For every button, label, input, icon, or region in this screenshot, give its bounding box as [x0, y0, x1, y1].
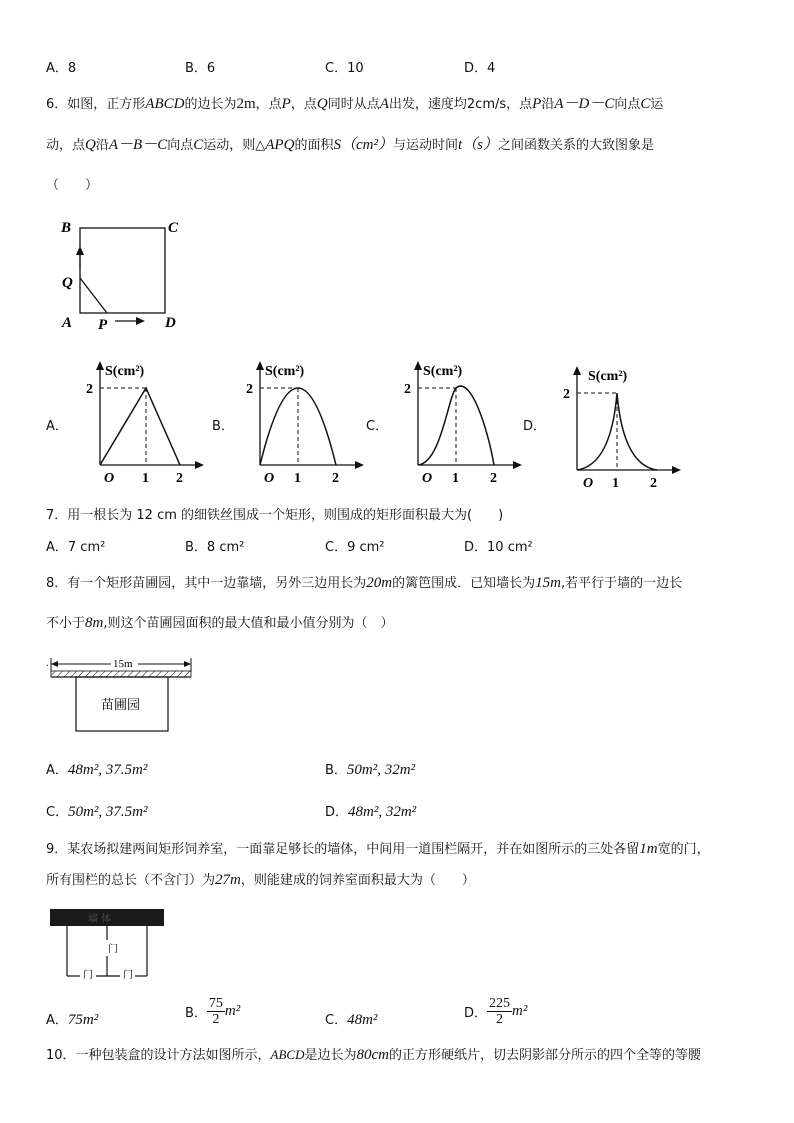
graph-d-ylabel: S(cm²)	[588, 369, 628, 384]
x-arrow-icon	[355, 461, 364, 469]
wall-hatch	[51, 671, 191, 677]
graph-d-origin: O	[583, 476, 594, 491]
x-arrow-icon	[195, 461, 204, 469]
graph-d-y2: 2	[563, 387, 570, 402]
y-arrow-icon	[414, 361, 422, 370]
graph-d	[555, 360, 685, 495]
q7-question: 7．用一根长为 12 cm 的细铁丝围成一个矩形，则围成的矩形面积最大为( )	[46, 508, 504, 523]
graph-d-x1: 1	[612, 476, 619, 491]
door-label-left: 门	[83, 970, 93, 981]
graph-c-x2: 2	[490, 471, 497, 486]
q6-option-c: C．	[366, 419, 389, 434]
arrow-right-icon	[184, 661, 191, 667]
stray-dot: .	[46, 658, 49, 669]
q9-option-c: C．48m²	[325, 1012, 378, 1028]
q8-option-c: C．50m², 37.5m²	[46, 804, 148, 820]
q8-line-1: 8．有一个矩形苗圃园，其中一边靠墙，另外三边用长为20m的篱笆围成．已知墙长为15m,若平行于墙的一边长	[46, 575, 683, 591]
door-label-right: 门	[123, 970, 133, 981]
label-p: P	[98, 317, 108, 333]
x-arrow-icon	[672, 466, 681, 474]
graph-c	[396, 355, 526, 490]
label-q: Q	[62, 275, 73, 291]
q9-line-1: 9．某农场拟建两间矩形饲养室，一面靠足够长的墙体，中间用一道围栏隔开，并在如图所示的三处各留1m宽的门，	[46, 841, 710, 857]
x-arrow-icon	[513, 461, 522, 469]
q9-line-2: 所有围栏的总长（不含门）为27m，则能建成的饲养室面积最大为（ ）	[46, 872, 475, 888]
q7-option-d: D．10 cm²	[464, 540, 533, 555]
q5-option-d: D．4	[464, 61, 496, 76]
graph-b	[238, 355, 368, 490]
square-abcd	[80, 228, 165, 313]
q8-line-2: 不小于8m,则这个苗圃园面积的最大值和最小值分别为（ ）	[46, 615, 394, 631]
arrow-p-head-icon	[136, 317, 145, 325]
q9-pen-figure	[50, 906, 170, 984]
q10-line-1: 10．一种包装盒的设计方法如图所示，ABCD是边长为80cm的正方形硬纸片，切去阴影部分所示的四个全等的等腰	[46, 1047, 702, 1063]
q6-answer-blank: （ ）	[46, 178, 99, 193]
wall-length-label: 15m	[113, 658, 133, 670]
graph-a-ylabel: S(cm²)	[105, 364, 145, 379]
arrow-left-icon	[51, 661, 58, 667]
label-b: B	[61, 220, 72, 236]
q6-square-figure	[55, 215, 190, 335]
graph-b-x2: 2	[332, 471, 339, 486]
label-d: D	[165, 315, 176, 331]
q6-option-b: B．	[212, 419, 234, 434]
graph-c-y2: 2	[404, 382, 411, 397]
y-arrow-icon	[573, 366, 581, 375]
q6-line-2: 动，点Q沿A－B－C向点C运动，则△APQ的面积S（cm²）与运动时间t（s）之间函数关系的大致图象是	[46, 137, 654, 153]
q9-option-a: A．75m²	[46, 1012, 99, 1028]
graph-a-x1: 1	[142, 471, 149, 486]
graph-b-y2: 2	[246, 382, 253, 397]
q8-garden-figure	[46, 652, 206, 737]
graph-a-x2: 2	[176, 471, 183, 486]
q9-option-d: D． $\frac{225}{2}$ m²	[464, 996, 528, 1027]
q9-option-b: B． $\frac{75}{2}$ m²	[185, 996, 241, 1027]
q8-option-a: A．48m², 37.5m²	[46, 762, 148, 778]
graph-c-ylabel: S(cm²)	[423, 364, 463, 379]
q6-option-d: D．	[523, 419, 547, 434]
q8-option-b: B．50m², 32m²	[325, 762, 416, 778]
graph-c-origin: O	[422, 471, 433, 486]
graph-d-x2: 2	[650, 476, 657, 491]
q8-option-d: D．48m², 32m²	[325, 804, 417, 820]
arrow-q-head-icon	[76, 246, 84, 255]
graph-c-x1: 1	[452, 471, 459, 486]
segment-pq	[80, 278, 107, 313]
graph-a-y2: 2	[86, 382, 93, 397]
graph-a-origin: O	[104, 471, 115, 486]
label-c: C	[168, 220, 179, 236]
door-label-middle: 门	[108, 944, 118, 955]
y-arrow-icon	[96, 361, 104, 370]
q6-line-1: 6．如图，正方形ABCD的边长为2m，点P，点Q同时从点A出发，速度均2cm/s，点P沿A－D－C向点C运	[46, 96, 664, 112]
q5-option-c: C．10	[325, 61, 364, 76]
q5-option-b: B．6	[185, 61, 216, 76]
garden-label: 苗圃园	[101, 698, 141, 713]
q5-option-a: A．8	[46, 61, 77, 76]
graph-a	[78, 355, 208, 490]
q6-option-a: A．	[46, 419, 68, 434]
label-a: A	[62, 315, 73, 331]
q7-option-a: A．7 cm²	[46, 540, 106, 555]
graph-b-x1: 1	[294, 471, 301, 486]
q7-option-c: C．9 cm²	[325, 540, 385, 555]
q7-option-b: B．8 cm²	[185, 540, 245, 555]
wall-label: 墙 体	[88, 914, 112, 925]
graph-a-curve	[100, 388, 180, 465]
graph-b-origin: O	[264, 471, 275, 486]
graph-b-ylabel: S(cm²)	[265, 364, 305, 379]
y-arrow-icon	[256, 361, 264, 370]
